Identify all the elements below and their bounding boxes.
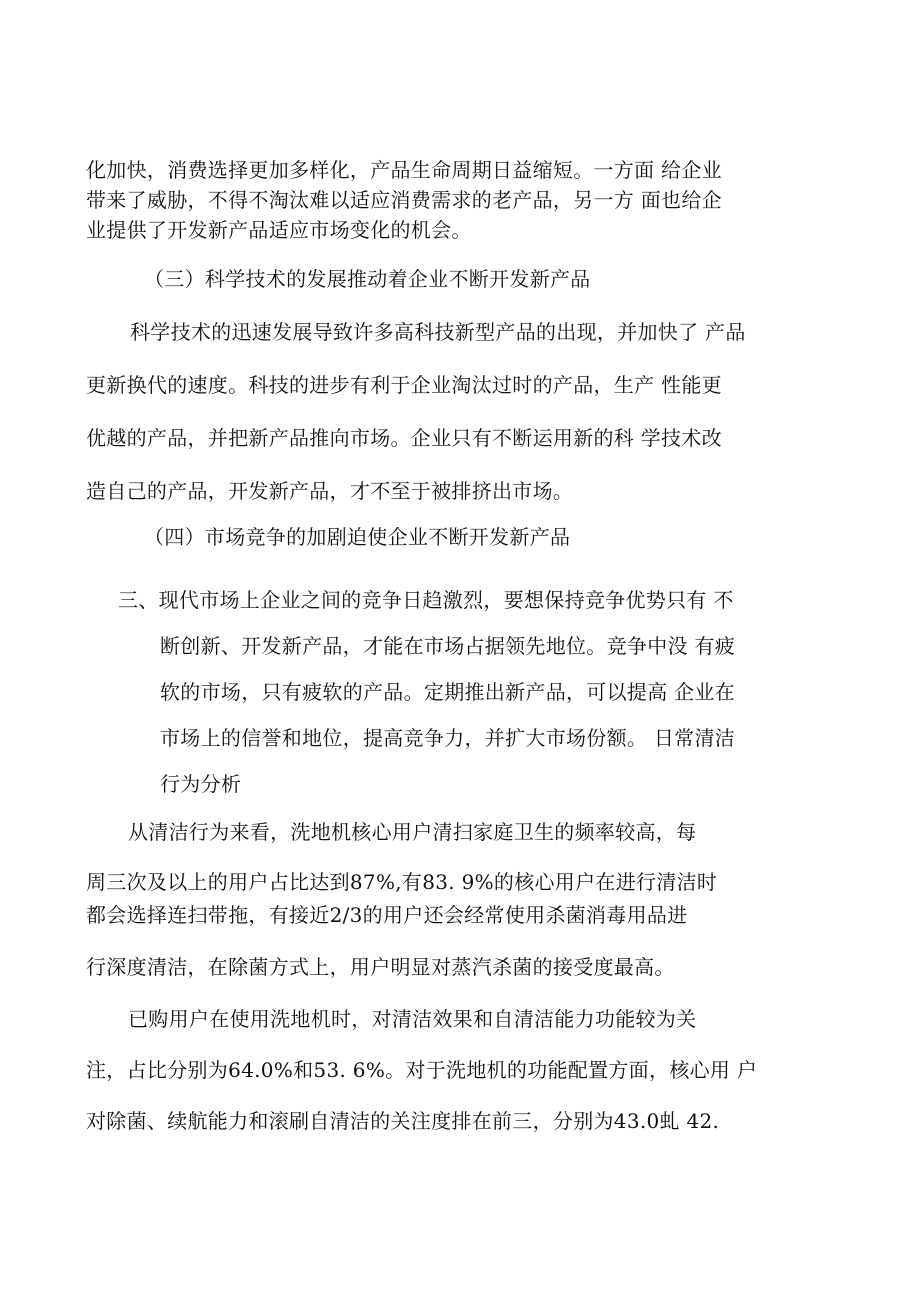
text-line: 断创新、开发新产品，才能在市场占据领先地位。竞争中没 有疲 xyxy=(160,634,736,658)
text-line: 周三次及以上的用户占比达到87%,有83. 9%的核心用户在进行清洁时 xyxy=(86,870,718,894)
text-line: 市场上的信誉和地位，提高竞争力，并扩大市场份额。 日常清洁 xyxy=(160,726,736,750)
text-line: 对除菌、续航能力和滚刷自清洁的关注度排在前三，分别为43.0虬 42. xyxy=(86,1109,720,1133)
text-line: 科学技术的迅速发展导致许多高科技新型产品的出现，并加快了 产品 xyxy=(130,320,746,344)
text-line: 从清洁行为来看，洗地机核心用户清扫家庭卫生的频率较高，每 xyxy=(128,820,697,844)
section-heading-competition: （四）市场竞争的加剧迫使企业不断开发新产品 xyxy=(144,525,571,549)
text-line: 优越的产品，并把新产品推向市场。企业只有不断运用新的科 学技术改 xyxy=(86,426,722,450)
text-line: 行深度清洁，在除菌方式上，用户明显对蒸汽杀菌的接受度最高。 xyxy=(86,955,675,979)
text-line: 造自己的产品，开发新产品，才不至于被排挤出市场。 xyxy=(86,479,574,503)
text-line: 三、现代市场上企业之间的竞争日趋激烈，要想保持竞争优势只有 不 xyxy=(118,588,734,612)
text-line: 业提供了开发新产品适应市场变化的机会。 xyxy=(86,218,472,242)
text-line: 都会选择连扫带拖，有接近2/3的用户还会经常使用杀菌消毒用品进 xyxy=(86,903,688,927)
text-line: 带来了威胁，不得不淘汰难以适应消费需求的老产品，另一方 面也给企 xyxy=(86,188,722,212)
text-line: 注，占比分别为64.0%和53. 6%。对于洗地机的功能配置方面，核心用 户 xyxy=(86,1058,758,1082)
text-line: 化加快，消费选择更加多样化，产品生命周期日益缩短。一方面 给企业 xyxy=(86,158,722,182)
section-heading-technology: （三）科学技术的发展推动着企业不断开发新产品 xyxy=(144,267,591,291)
text-line: 已购用户在使用洗地机时，对清洁效果和自清洁能力功能较为关 xyxy=(128,1007,697,1031)
text-line: 更新换代的速度。科技的进步有利于企业淘汰过时的产品，生产 性能更 xyxy=(86,373,722,397)
text-line: 行为分析 xyxy=(160,772,242,796)
text-line: 软的市场，只有疲软的产品。定期推出新产品，可以提高 企业在 xyxy=(160,680,736,704)
